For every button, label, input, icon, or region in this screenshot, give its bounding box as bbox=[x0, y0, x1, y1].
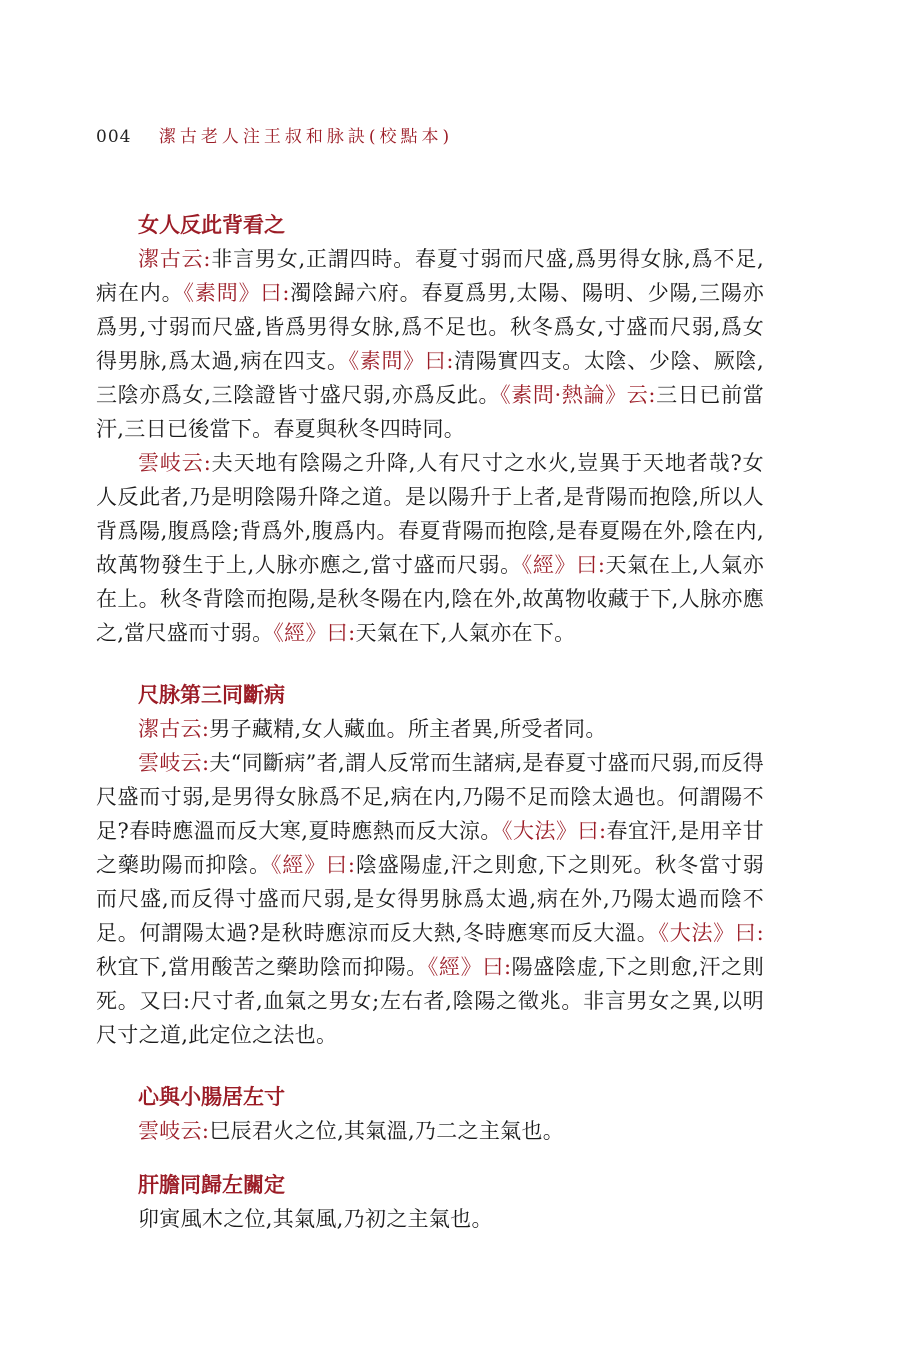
body-text: 天氣在下,人氣亦在下。 bbox=[355, 621, 576, 645]
body-text: 夫“同斷病”者,謂人反常而生諸病,是春夏寸盛而尺弱,而反得尺盛而寸弱,是男得女脉爲不足,病在内,乃陽不足而陰太過也。何謂陽不足?春時應溫而反大寒,夏時應熱而反大涼。 bbox=[96, 751, 764, 843]
paragraph bbox=[96, 242, 764, 446]
body-text: 陽盛陰虚,下之則愈,汗之則死。又曰:尺寸者,血氣之男女;左右者,陰陽之徵兆。非言男女之異,以明尺寸之道,此定位之法也。 bbox=[96, 955, 765, 1047]
body-text: 濁陰歸六府。春夏爲男,太陽、陽明、少陽,三陽亦爲男,寸弱而尺盛,皆爲男得女脉,爲不足也。秋冬爲女,寸盛而尺弱,爲女得男脉,爲太過,病在四支。 bbox=[96, 281, 765, 373]
citation-label: 《素問·熱論》云: bbox=[500, 383, 656, 407]
page-number: 004 bbox=[96, 127, 132, 147]
page-body bbox=[96, 208, 764, 1236]
citation-label: 《經》曰: bbox=[521, 553, 606, 577]
section-heading: 尺脉第三同斷病 bbox=[138, 682, 285, 707]
body-text: 春宜汗,是用辛甘之藥助陽而抑陰。 bbox=[96, 819, 765, 877]
section-heading: 肝膽同歸左關定 bbox=[138, 1172, 285, 1197]
citation-label: 《大法》曰: bbox=[501, 819, 607, 843]
running-header bbox=[96, 126, 453, 148]
paragraph bbox=[96, 446, 764, 650]
section-heading: 心與小腸居左寸 bbox=[138, 1084, 285, 1109]
section-heading: 女人反此背看之 bbox=[138, 212, 285, 237]
body-text: 陰盛陽虚,汗之則愈,下之則死。秋冬當寸弱而尺盛,而反得寸盛而尺弱,是女得男脉爲太過,病在外,乃陽太過而陰不足。何謂陽太過?是秋時應涼而反大熱,冬時應寒而反大溫。 bbox=[96, 853, 765, 945]
citation-label: 潔古云: bbox=[138, 247, 211, 271]
paragraph bbox=[96, 712, 764, 746]
paragraph bbox=[96, 1202, 764, 1236]
citation-label: 雲岐云: bbox=[138, 451, 212, 475]
citation-label: 《經》曰: bbox=[273, 621, 356, 645]
paragraph bbox=[96, 1114, 764, 1148]
citation-label: 《經》曰: bbox=[427, 955, 512, 979]
body-text: 男子藏精,女人藏血。所主者異,所受者同。 bbox=[209, 717, 607, 741]
body-text: 清陽實四支。太陰、少陰、厥陰,三陰亦爲女,三陰證皆寸盛尺弱,亦爲反此。 bbox=[96, 349, 765, 407]
body-text: 卯寅風木之位,其氣風,乃初之主氣也。 bbox=[138, 1207, 493, 1231]
body-text: 夫天地有陰陽之升降,人有尺寸之水火,豈異于天地者哉?女人反此者,乃是明陰陽升降之道。是以陽升于上者,是背陽而抱陰,所以人背爲陽,腹爲陰;背爲外,腹爲内。春夏背陽而抱陰,是春夏陽在外,陰在内,故萬物發生于上,人脉亦應之,當寸盛而尺弱。 bbox=[96, 451, 764, 577]
citation-label: 《素問》曰: bbox=[183, 281, 290, 305]
body-text: 非言男女,正謂四時。春夏寸弱而尺盛,爲男得女脉,爲不足,病在内。 bbox=[96, 247, 764, 305]
body-text: 巳辰君火之位,其氣溫,乃二之主氣也。 bbox=[209, 1119, 565, 1143]
citation-label: 潔古云: bbox=[138, 717, 210, 741]
citation-label: 雲岐云: bbox=[138, 1119, 210, 1143]
citation-label: 雲岐云: bbox=[138, 751, 210, 775]
body-text: 三日已前當汗,三日已後當下。春夏與秋冬四時同。 bbox=[96, 383, 765, 441]
book-title: 潔古老人注王叔和脉訣(校點本) bbox=[158, 127, 454, 147]
body-text: 天氣在上,人氣亦在上。秋冬背陰而抱陽,是秋冬陽在内,陰在外,故萬物收藏于下,人脉亦應之,當尺盛而寸弱。 bbox=[96, 553, 765, 645]
citation-label: 《大法》曰: bbox=[658, 921, 764, 945]
paragraph bbox=[96, 746, 764, 1052]
citation-label: 《經》曰: bbox=[270, 853, 356, 877]
body-text: 秋宜下,當用酸苦之藥助陰而抑陽。 bbox=[96, 955, 428, 979]
citation-label: 《素問》曰: bbox=[348, 349, 454, 373]
